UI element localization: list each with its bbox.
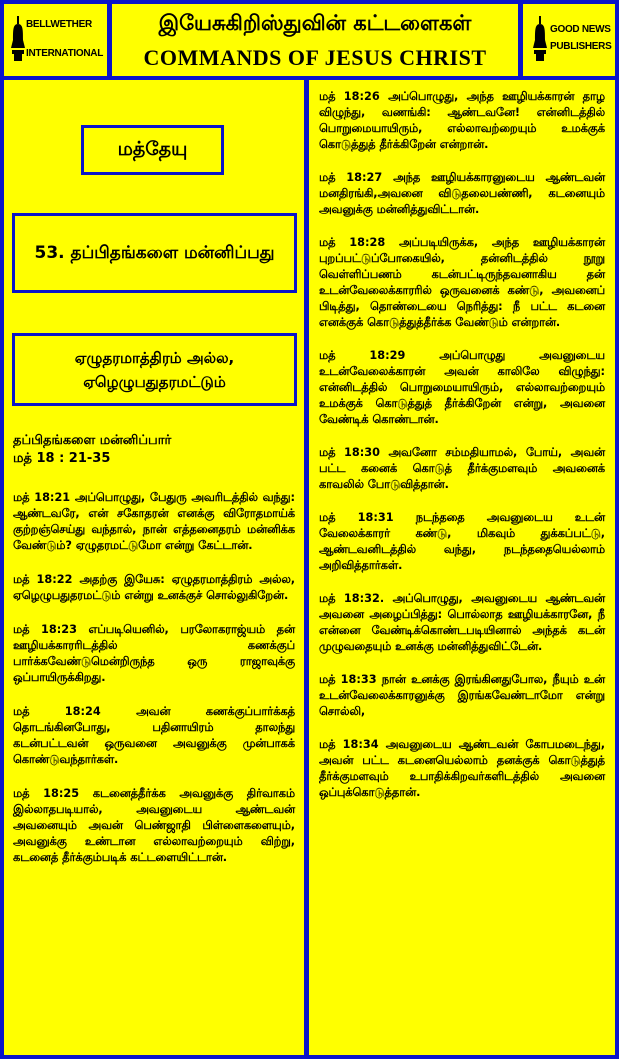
verse-paragraph: மத் 18:26 அப்பொழுது, அந்த ஊழியக்காரன் தாழ விழுந்து, வணங்கி: ஆண்டவனே! என்னிடத்தில் பொறுமையாயிரும், எல்லாவற்றையும் உமக்குக் கொடுத்துத் தீர்க்கிறேன் என்றான். — [319, 90, 605, 151]
header-panel — [112, 4, 518, 76]
verse-paragraph: மத் 18:24 அவன் கணக்குப்பார்க்கத் தொடங்கினபோது, பதினாயிரம் தாலந்து கடன்பட்டவன் ஒருவனை அவனுக்கு முன்பாகக் கொண்டுவந்தார்கள். — [13, 705, 295, 766]
bellwether-logo-line2: INTERNATIONAL — [26, 48, 104, 59]
book-name-box — [81, 125, 224, 175]
left-verse-list — [13, 490, 295, 884]
good-news-logo-panel — [523, 4, 615, 76]
good-news-logo-line2: PUBLISHERS — [550, 41, 612, 52]
bellwether-logo — [4, 4, 107, 76]
verse-paragraph: மத் 18:34 அவனுடைய ஆண்டவன் கோபமடைந்து, அவன் பட்ட கடனையெல்லாம் தனக்குக் கொடுத்துத் தீர்க்குமளவும் உபாதிக்கிறவர்களிடத்தில் அவனை ஒப்புக்கொடுத்தான். — [319, 738, 605, 799]
right-column — [309, 80, 615, 1055]
right-verse-list — [319, 89, 605, 818]
section-title: தப்பிதங்களை மன்னிப்பார் — [13, 433, 172, 448]
bellwether-logo-panel — [4, 4, 107, 76]
section-reference: மத் 18 : 21-35 — [13, 451, 111, 466]
verse-paragraph: மத் 18:21 அப்பொழுது, பேதுரு அவரிடத்தில் வந்து: ஆண்டவரே, என் சகோதரன் எனக்கு விரோதமாய்க் குற்றஞ்செய்து வந்தால், நான் எத்தனைதரம் மன்னிக்க வேண்டும்? ஏழுதரமட்டுமோ என்று கேட்டான். — [13, 491, 295, 552]
left-column — [4, 80, 304, 1055]
title-english: COMMANDS OF JESUS CHRIST — [143, 45, 487, 70]
subtitle-box — [12, 333, 297, 406]
verse-paragraph: மத் 18:27 அந்த ஊழியக்காரனுடைய ஆண்டவன் மனதிரங்கி,அவனை விடுதலைபண்ணி, கடனையும் அவனுக்கு மன்னித்துவிட்டான். — [319, 171, 605, 216]
good-news-logo-line1: GOOD NEWS — [550, 24, 611, 35]
bell-icon — [532, 16, 548, 62]
verse-paragraph: மத் 18:32. அப்பொழுது, அவனுடைய ஆண்டவன் அவனை அழைப்பித்து: பொல்லாத ஊழியக்காரனே, நீ என்னை வேண்டிக்கொண்டபடியினால் அந்தக் கடன் முழுவதையும் உனக்கு மன்னித்துவிட்டேன். — [319, 592, 605, 653]
good-news-logo — [523, 4, 615, 76]
topic-box — [12, 213, 297, 293]
verse-paragraph: மத் 18:22 அதற்கு இயேசு: ஏழுதரமாத்திரம் அல்ல, ஏழெழுபதுதரமட்டும் என்று உனக்குச் சொல்லுகிறேன். — [13, 573, 295, 602]
verse-paragraph: மத் 18:33 நான் உனக்கு இரங்கினதுபோல, நீயும் உன் உடன்வேலைக்காரனுக்கு இரங்கவேண்டாமோ என்று சொல்லி, — [319, 673, 605, 718]
bell-icon — [10, 16, 26, 62]
bellwether-logo-line1: BELLWETHER — [26, 19, 92, 30]
topic-title: 53. தப்பிதங்களை மன்னிப்பது — [34, 243, 275, 263]
title-tamil: இயேசுகிறிஸ்துவின் கட்டளைகள் — [158, 11, 472, 35]
subtitle-text: ஏழுதரமாத்திரம் அல்ல, ஏழெழுபதுதரமட்டும் — [74, 348, 235, 391]
verse-paragraph: மத் 18:29 அப்பொழுது அவனுடைய உடன்வேலைக்காரன் அவன் காலிலே விழுந்து: என்னிடத்தில் பொறுமையாயிரும், எல்லாவற்றையும் உமக்குக் கொடுத்துத் தீர்க்கிறேன் என்று, அவனை வேண்டிக் கொண்டான். — [319, 349, 605, 426]
verse-paragraph: மத் 18:28 அப்படியிருக்க, அந்த ஊழியக்காரன் புறப்பட்டுப்போகையில், தன்னிடத்தில் நூறு வெள்ளிப்பணம் கடன்பட்டிருந்தவனாகிய தன் உடன்வேலைக்காரரில் ஒருவனைக் கண்டு, அவனைப் பிடித்து, தொண்டையை நெரித்து: நீ பட்ட கடனை எனக்குக் கொடுத்துத்தீர்க்க வேண்டும் என்றான். — [319, 236, 605, 329]
verse-paragraph: மத் 18:31 நடந்ததை அவனுடைய உடன் வேலைக்காரர் கண்டு, மிகவும் துக்கப்பட்டு, ஆண்டவனிடத்தில் வந்து, நடந்ததையெல்லாம் அறிவித்தார்கள். — [319, 511, 605, 572]
section-heading — [13, 432, 293, 468]
verse-paragraph: மத் 18:25 கடனைத்தீர்க்க அவனுக்கு திர்வாகம் இல்லாதபடியால், அவனுடைய ஆண்டவன் அவனையும் அவன் பெண்ஜாதி பிள்ளைகளையும், அவனுக்கு உண்டான எல்லாவற்றையும் விற்று, கடனைத் தீர்க்கும்படிக் கட்டளையிட்டான். — [13, 787, 295, 864]
book-name: மத்தேயு — [117, 137, 188, 160]
verse-paragraph: மத் 18:23 எப்படியெனில், பரலோகராஜ்யம் தன் ஊழியக்காரரிடத்தில் கணக்குப் பார்க்கவேண்டுமென்றிருந்த ஒரு ராஜாவுக்கு ஒப்பாயிருக்கிறது. — [13, 623, 295, 684]
verse-paragraph: மத் 18:30 அவனோ சம்மதியாமல், போய், அவன் பட்ட கனைக் கொடுத் தீர்க்குமளவும் அவனைக் காவலில் போடுவித்தான். — [319, 446, 605, 491]
